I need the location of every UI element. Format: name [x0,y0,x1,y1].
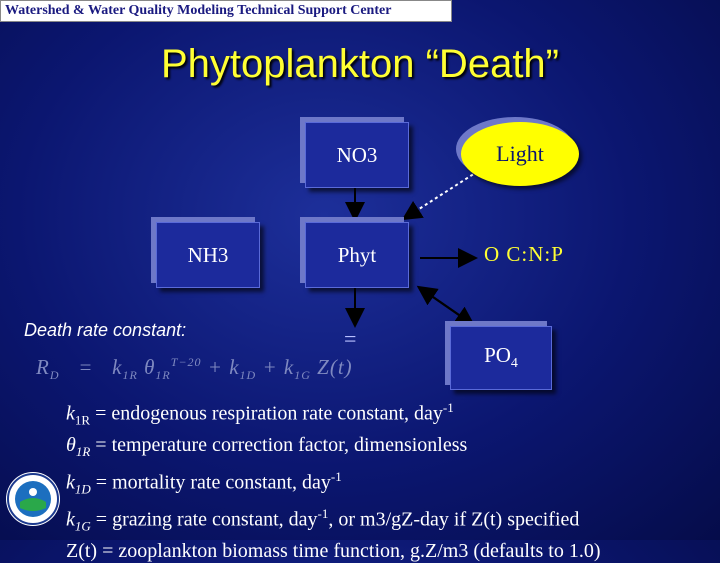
def-sup: -1 [442,400,454,415]
po4-label [484,343,518,372]
nh3-box [156,222,260,288]
definition-row [66,502,601,539]
def-eq: = [90,402,112,425]
def-tail: , or m3/gZ-day if Z(t) specified [328,508,580,531]
po4-subscript: 4 [510,356,518,372]
def-eq: = [90,471,113,494]
def-sup: -1 [330,468,342,484]
definition-row [66,433,601,465]
definitions-list [66,396,601,563]
page-title: Phytoplankton “Death” [160,42,559,86]
eq-k1g: k [283,355,295,379]
eq-r-sub: D [49,368,60,383]
def-symbol: k [66,508,75,531]
def-text: endogenous respiration rate constant, day [111,402,443,425]
eq-zt: Z(t) [317,355,353,379]
phyt-label: Phyt [337,242,377,267]
def-text: grazing rate constant, day [112,508,318,531]
phyt-box [305,222,409,288]
def-eq: = [90,508,113,531]
header-text: Watershed & Water Quality Modeling Technical Support Center [5,3,392,18]
def-sub: 1R [75,444,91,460]
def-eq: = [90,434,112,457]
eq-equals: = [78,355,94,379]
eq-k1g-sub: 1G [294,368,311,383]
def-symbol: k [66,471,75,494]
definition-row [66,465,601,502]
eq-k1d-sub: 1D [239,368,257,383]
eq-k1r-sub: 1R [122,368,138,383]
epa-seal-icon [6,472,60,526]
eq-r: R [36,355,50,379]
def-sub: 1G [74,518,91,534]
no3-box [305,122,409,188]
definition-row [66,396,601,433]
def-sub: 1D [74,481,91,497]
def-text: temperature correction factor, dimensionless [111,434,468,457]
def-text: mortality rate constant, day [112,471,331,494]
no3-label: NO3 [336,142,378,167]
death-rate-equation [36,355,353,383]
eq-theta-sub: 1R [155,368,171,383]
eq-k1d: k [229,355,240,379]
def-symbol: Z(t) [66,539,98,562]
light-node [461,122,579,186]
def-sub: 1R [74,412,91,428]
death-rate-label: Death rate constant: [24,320,187,340]
eq-plus1: + [207,355,223,379]
arrow-po4-back [420,288,472,324]
def-symbol: θ [66,434,76,457]
eq-exp: T−20 [170,355,202,369]
def-sup: -1 [317,505,329,521]
ocnp-label: O C:N:P [484,242,564,266]
eq-k1r: k [112,355,123,379]
eq-plus2: + [262,355,278,379]
arrow-light-to-phyt [405,168,483,218]
po4-text: PO [484,343,511,368]
def-text: zooplankton biomass time function, g.Z/m3 (defaults to 1.0) [118,539,601,562]
death-eq-sign: = [344,326,357,351]
definition-row [66,539,601,563]
def-eq: = [97,539,119,562]
po4-box [450,326,552,390]
light-label: Light [496,141,544,166]
epa-seal-graphic [6,472,60,526]
def-symbol: k [66,402,75,425]
eq-theta: θ [144,355,156,379]
nh3-label: NH3 [187,242,229,267]
